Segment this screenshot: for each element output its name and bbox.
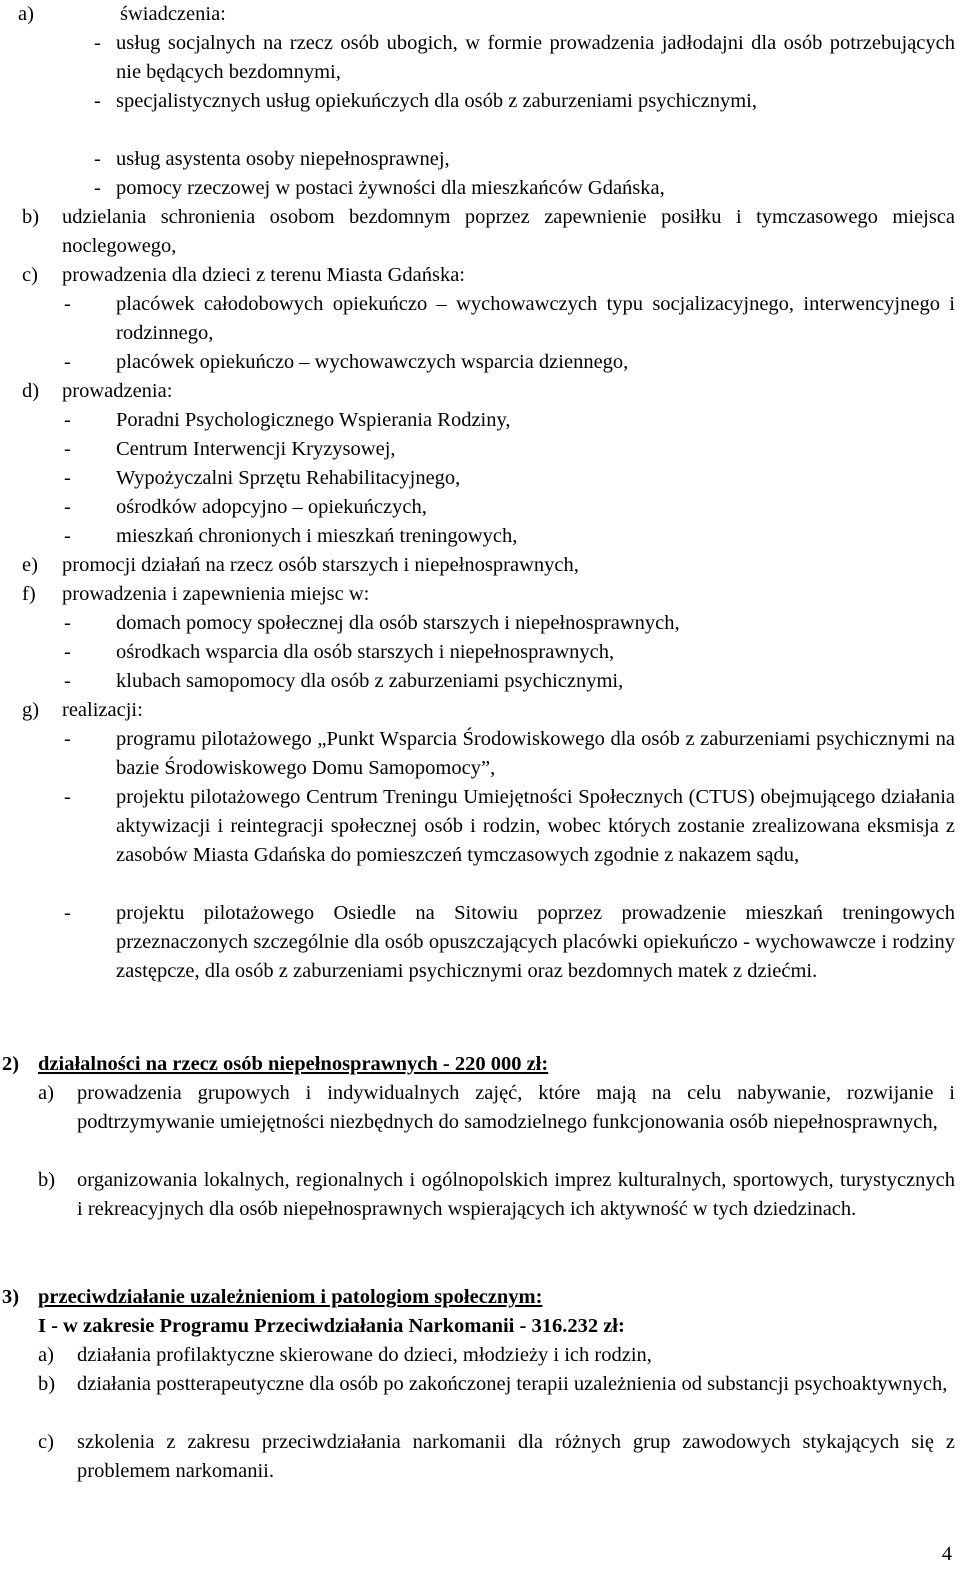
item-a-sub-1-text: usług socjalnych na rzecz osób ubogich, w formie prowadzenia jadłodajni dla osób potrzebujących nie będących bezdomnymi, xyxy=(116,32,955,83)
dash: - xyxy=(64,293,71,315)
item-c-label: c) xyxy=(22,264,38,286)
item-c-sub-1-text: placówek całodobowych opiekuńczo – wychowawczych typu socjalizacyjnego, interwencyjnego i rodzinnego, xyxy=(116,293,955,344)
section-3-subheading-text: I - w zakresie Programu Przeciwdziałania Narkomanii - 316.232 zł: xyxy=(38,1315,625,1337)
dash: - xyxy=(64,902,71,924)
dash: - xyxy=(64,409,71,431)
dash: - xyxy=(64,351,71,373)
item-d-sub-1-text: Poradni Psychologicznego Wspierania Rodziny, xyxy=(116,409,511,431)
item-a-text: świadczenia: xyxy=(120,3,226,25)
item-a-sub-4-text: pomocy rzeczowej w postaci żywności dla mieszkańców Gdańska, xyxy=(116,177,665,199)
item-a-label: a) xyxy=(18,3,34,25)
section-2-number: 2) xyxy=(2,1053,20,1075)
section-2-item-a-text: prowadzenia grupowych i indywidualnych zajęć, które mają na celu nabywanie, rozwijanie i podtrzymywanie umiejętności niezbędnych do samodzielnego funkcjonowania osób niepełnosprawnych, xyxy=(77,1082,955,1133)
item-f-label: f) xyxy=(22,583,36,605)
dash: - xyxy=(94,148,101,170)
section-2-item-a-label: a) xyxy=(38,1082,54,1104)
item-g-text: realizacji: xyxy=(62,699,143,721)
item-a-sub-3-text: usług asystenta osoby niepełnosprawnej, xyxy=(116,148,450,170)
dash: - xyxy=(94,32,101,54)
item-c-sub-2-text: placówek opiekuńczo – wychowawczych wsparcia dziennego, xyxy=(116,351,629,373)
item-a-sub-2-text: specjalistycznych usług opiekuńczych dla osób z zaburzeniami psychicznymi, xyxy=(116,90,757,112)
section-3-title: przeciwdziałanie uzależnieniom i patologiom społecznym: xyxy=(38,1286,543,1308)
item-e-text: promocji działań na rzecz osób starszych i niepełnosprawnych, xyxy=(62,554,579,576)
item-d-label: d) xyxy=(22,380,40,402)
dash: - xyxy=(64,670,71,692)
section-3-number: 3) xyxy=(2,1286,20,1308)
item-e-label: e) xyxy=(22,554,38,576)
item-b-text: udzielania schronienia osobom bezdomnym poprzez zapewnienie posiłku i tymczasowego miejsca noclegowego, xyxy=(62,206,955,257)
item-d-sub-2-text: Centrum Interwencji Kryzysowej, xyxy=(116,438,396,460)
dash: - xyxy=(94,90,101,112)
section-3-item-c-text: szkolenia z zakresu przeciwdziałania narkomanii dla różnych grup zawodowych stykających się z problemem narkomanii. xyxy=(77,1431,955,1482)
item-d-sub-3-text: Wypożyczalni Sprzętu Rehabilitacyjnego, xyxy=(116,467,461,489)
dash: - xyxy=(64,467,71,489)
section-3-item-a-label: a) xyxy=(38,1344,54,1366)
dash: - xyxy=(64,496,71,518)
section-2-item-b-label: b) xyxy=(38,1169,56,1191)
dash: - xyxy=(94,177,101,199)
item-f-text: prowadzenia i zapewnienia miejsc w: xyxy=(62,583,370,605)
item-f-sub-1-text: domach pomocy społecznej dla osób starszych i niepełnosprawnych, xyxy=(116,612,680,634)
item-f-sub-3-text: klubach samopomocy dla osób z zaburzeniami psychicznymi, xyxy=(116,670,624,692)
item-g-label: g) xyxy=(22,699,40,721)
page-number: 4 xyxy=(941,1543,952,1565)
item-d-text: prowadzenia: xyxy=(62,380,173,402)
section-3-item-b-label: b) xyxy=(38,1373,56,1395)
item-b-label: b) xyxy=(22,206,40,228)
section-2-title: działalności na rzecz osób niepełnosprawnych - 220 000 zł: xyxy=(38,1053,549,1075)
section-3-item-a-text: działania profilaktyczne skierowane do dzieci, młodzieży i ich rodzin, xyxy=(77,1344,652,1366)
dash: - xyxy=(64,612,71,634)
item-f-sub-2-text: ośrodkach wsparcia dla osób starszych i niepełnosprawnych, xyxy=(116,641,615,663)
item-d-sub-5-text: mieszkań chronionych i mieszkań treningowych, xyxy=(116,525,518,547)
dash: - xyxy=(64,438,71,460)
dash: - xyxy=(64,786,71,808)
item-g-sub-2-text: projektu pilotażowego Centrum Treningu Umiejętności Społecznych (CTUS) obejmującego działania aktywizacji i reintegracji społecznej osób i rodzin, wobec których zostanie zrealizowana eksmisja z zasobów Miasta Gdańska do pomieszczeń tymczasowych zgodnie z nakazem sądu, xyxy=(116,786,955,866)
item-c-text: prowadzenia dla dzieci z terenu Miasta Gdańska: xyxy=(62,264,465,286)
dash: - xyxy=(64,728,71,750)
item-g-sub-1-text: programu pilotażowego „Punkt Wsparcia Środowiskowego dla osób z zaburzeniami psychicznymi na bazie Środowiskowego Domu Samopomocy”, xyxy=(116,728,955,779)
section-3-item-b-text: działania postterapeutyczne dla osób po zakończonej terapii uzależnienia od substancji psychoaktywnych, xyxy=(77,1373,948,1395)
dash: - xyxy=(64,525,71,547)
section-2-item-b-text: organizowania lokalnych, regionalnych i ogólnopolskich imprez kulturalnych, sportowych, turystycznych i rekreacyjnych dla osób niepełnosprawnych wspierających ich aktywność w tych dziedzinach. xyxy=(77,1169,955,1220)
item-d-sub-4-text: ośrodków adopcyjno – opiekuńczych, xyxy=(116,496,427,518)
dash: - xyxy=(64,641,71,663)
section-3-item-c-label: c) xyxy=(38,1431,54,1453)
item-g-sub-3-text: projektu pilotażowego Osiedle na Sitowiu poprzez prowadzenie mieszkań treningowych przeznaczonych szczególnie dla osób opuszczających placówki opiekuńczo - wychowawcze i rodziny zastępcze, dla osób z zaburzeniami psychicznymi oraz bezdomnych matek z dziećmi. xyxy=(116,902,955,982)
